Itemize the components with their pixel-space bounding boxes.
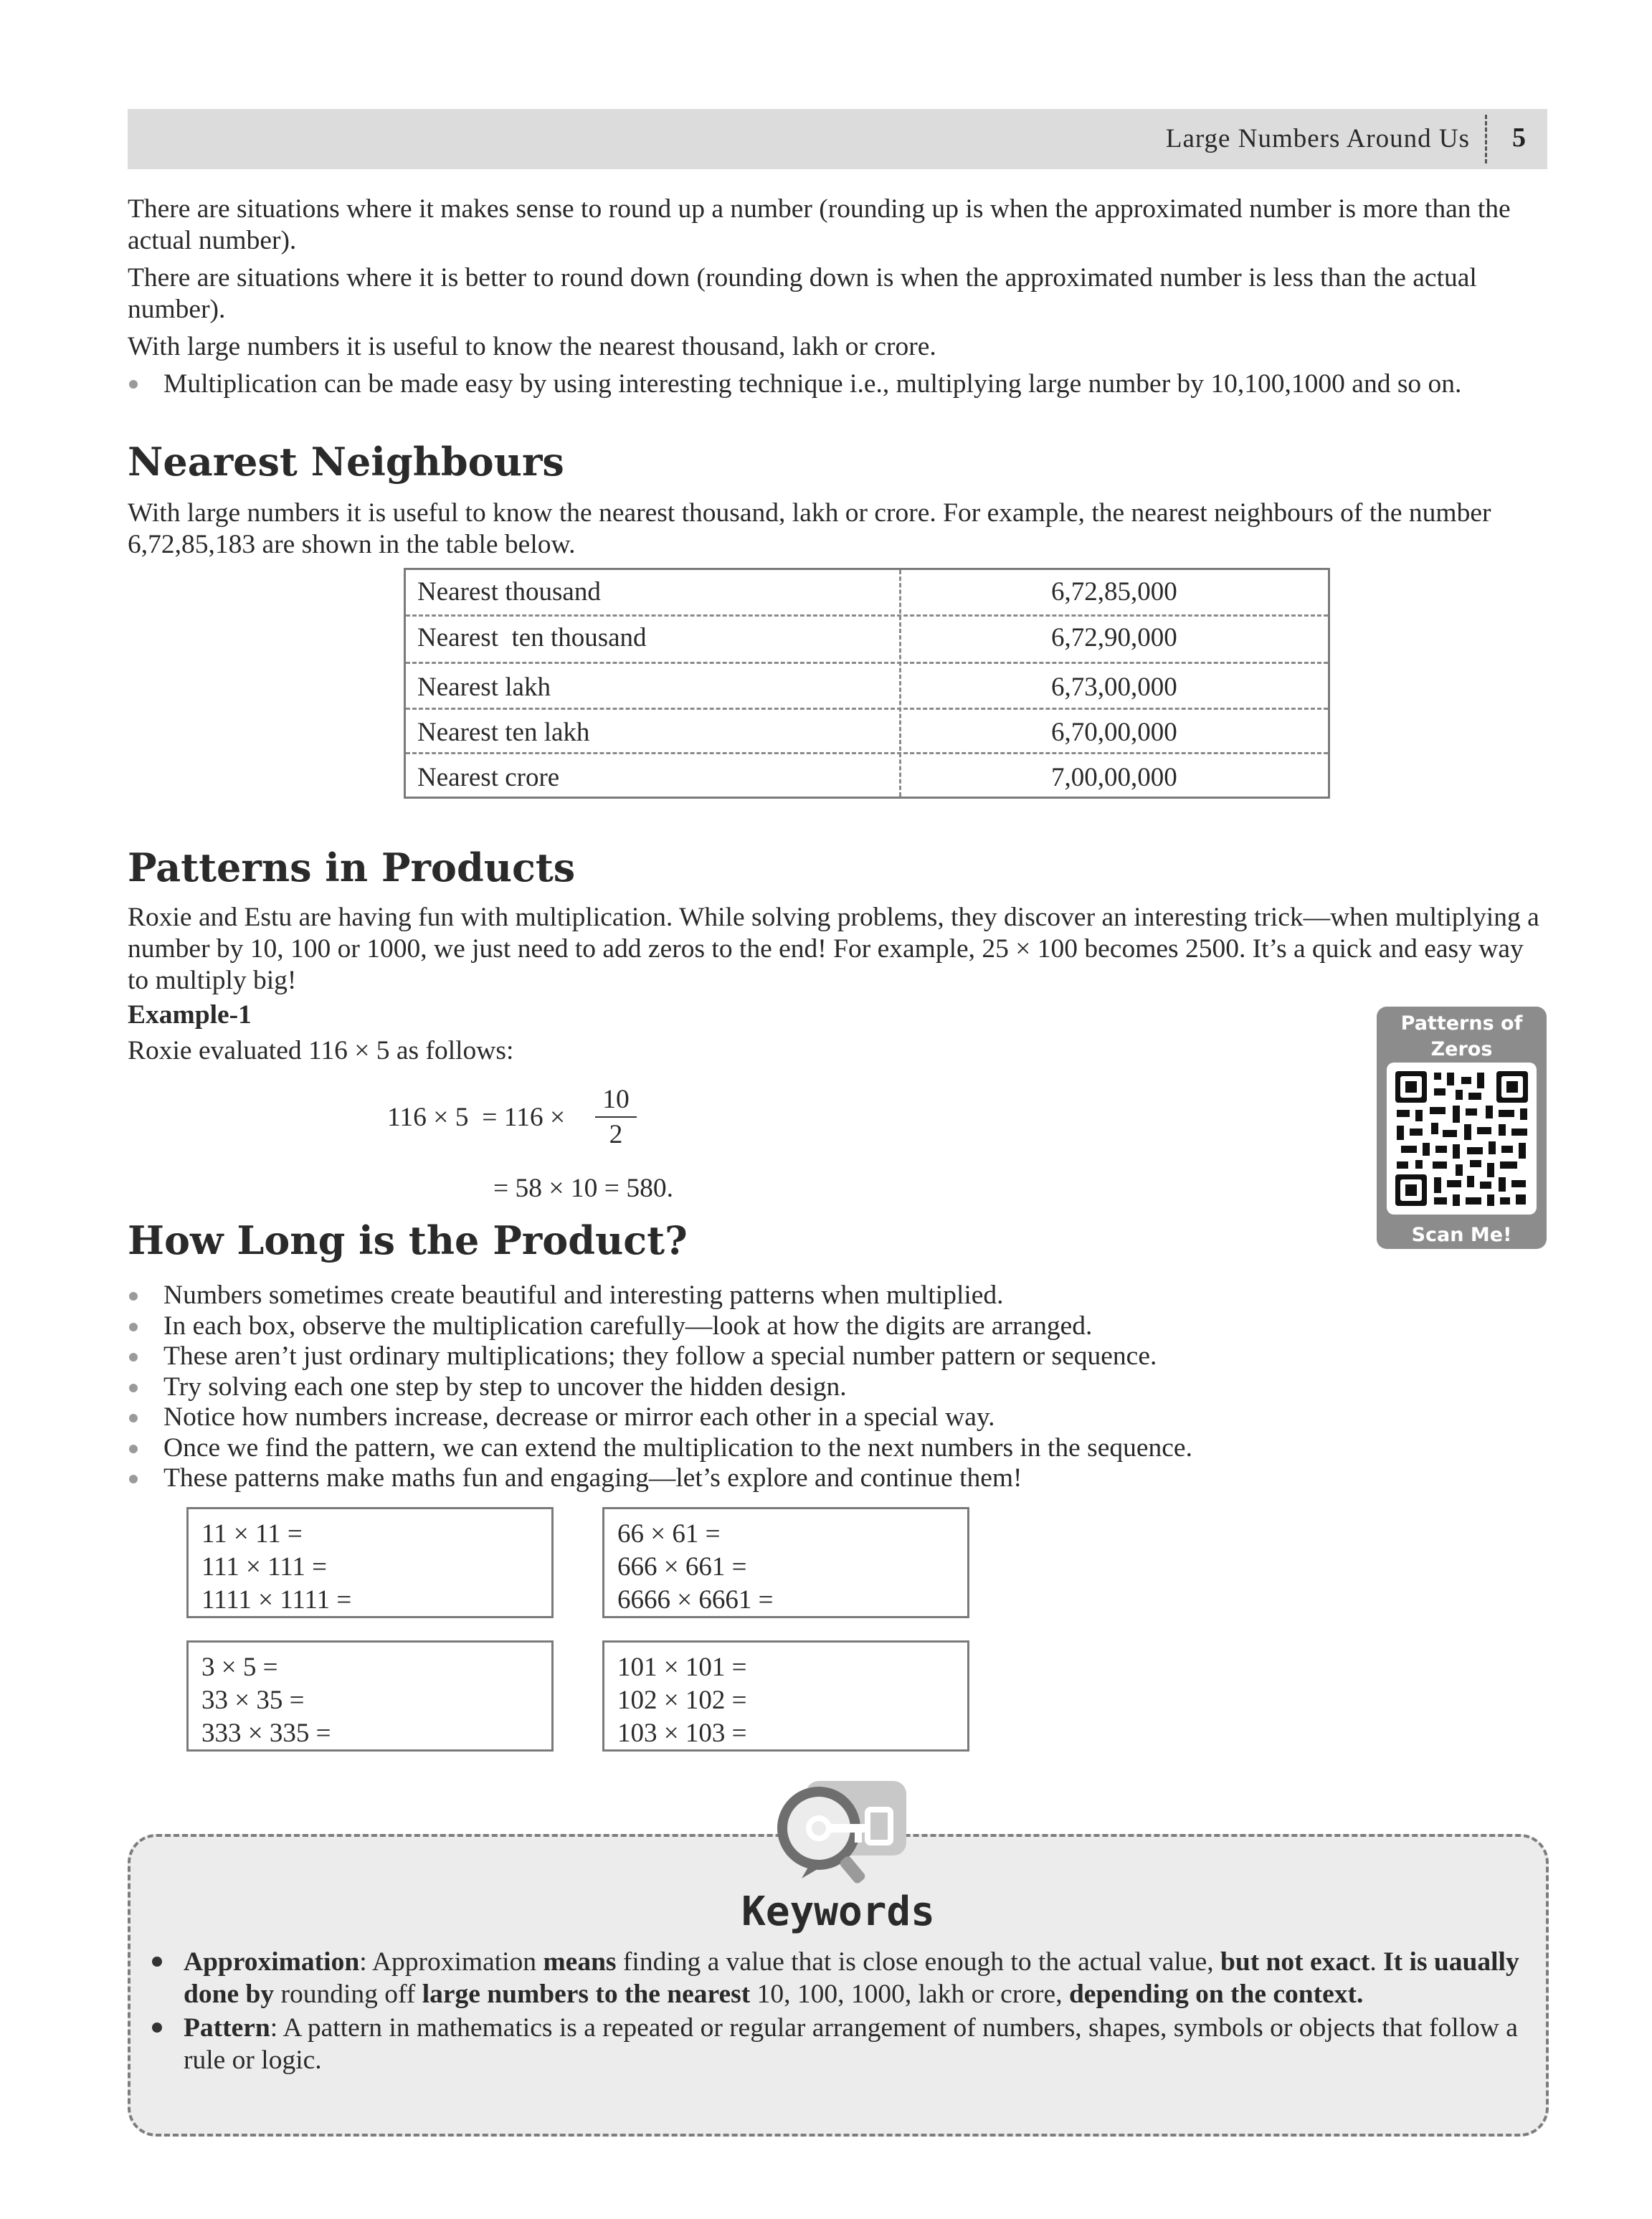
fraction-denominator: 2 — [609, 1120, 623, 1149]
bullet-text: Try solving each one step by step to uncover the hidden design. — [163, 1372, 847, 1402]
keyword-text: 10, 100, 1000, lakh or crore, — [750, 1980, 1069, 2009]
table-column-divider — [899, 570, 901, 797]
intro-paragraph-3: With large numbers it is useful to know the nearest thousand, lakh or crore. — [128, 332, 936, 361]
list-item — [128, 1433, 1551, 1464]
keyword-search-icon — [769, 1777, 909, 1891]
bullet-text: In each box, observe the multiplication carefully—look at how the digits are arranged. — [163, 1311, 1093, 1341]
fraction — [595, 1084, 637, 1150]
bullet-icon — [129, 380, 138, 389]
list-item — [142, 2012, 1529, 2076]
table-row-divider — [406, 614, 1328, 617]
bullet-text: Multiplication can be made easy by using interesting technique i.e., multiplying large number by 10,100,1000 and so on. — [163, 369, 1462, 399]
pattern-line: 6666 × 6661 = — [617, 1585, 774, 1615]
table-row-divider — [406, 708, 1328, 710]
bullet-icon — [152, 1957, 162, 1967]
bullet-icon — [129, 1353, 138, 1362]
list-item — [128, 1341, 1551, 1372]
pattern-line: 333 × 335 = — [201, 1719, 331, 1748]
example-label: Example-1 — [128, 1000, 252, 1030]
patterns-section — [128, 845, 1551, 1067]
pattern-box — [602, 1640, 969, 1752]
intro-paragraph-1: There are situations where it makes sense to round up a number (rounding up is when the approximated number is more than the actual number). — [128, 194, 1511, 255]
table-cell-label: Nearest crore — [417, 763, 560, 792]
pattern-line: 33 × 35 = — [201, 1686, 305, 1715]
pattern-line: 1111 × 1111 = — [201, 1585, 352, 1615]
table-cell-value: 6,72,85,000 — [1051, 577, 1177, 607]
keyword-text: : A pattern in mathematics is a repeated or regular arrangement of numbers, shapes, symbols or objects that follow a rule or logic. — [184, 2013, 1518, 2075]
page-number: 5 — [1512, 123, 1526, 153]
qr-code-background — [1387, 1063, 1537, 1215]
intro-bullets — [128, 369, 1551, 400]
pattern-line: 66 × 61 = — [617, 1519, 721, 1549]
how-long-section — [128, 1217, 1551, 1494]
bullet-icon — [129, 1323, 138, 1331]
list-item — [128, 1463, 1551, 1494]
section-heading: Patterns in Products — [128, 845, 576, 890]
intro-paragraph-2: There are situations where it is better to round down (rounding down is when the approximated number is less than the actual number). — [128, 263, 1477, 324]
fraction-bar — [595, 1116, 637, 1118]
table-row-divider — [406, 752, 1328, 754]
qr-title: Patterns of Zeros — [1400, 1012, 1523, 1060]
equation-line-1: 116 × 5 = 116 × — [387, 1103, 566, 1132]
pattern-line: 666 × 661 = — [617, 1552, 747, 1582]
bullet-icon — [129, 1384, 138, 1392]
section-heading: How Long is the Product? — [128, 1217, 688, 1263]
pattern-line: 11 × 11 = — [201, 1519, 303, 1549]
list-item — [128, 1311, 1551, 1342]
bullet-icon — [129, 1445, 138, 1453]
how-long-bullets — [128, 1280, 1551, 1494]
fraction-numerator: 10 — [602, 1085, 630, 1114]
keyword-emphasis: but not exact — [1220, 1947, 1370, 1977]
list-item — [142, 1946, 1529, 2010]
page-header — [128, 109, 1547, 169]
equation-line-2: = 58 × 10 = 580. — [493, 1174, 673, 1203]
bullet-icon — [129, 1414, 138, 1422]
list-item — [128, 1372, 1551, 1403]
pattern-line: 111 × 111 = — [201, 1552, 327, 1582]
section-heading: Nearest Neighbours — [128, 439, 564, 485]
example-intro: Roxie evaluated 116 × 5 as follows: — [128, 1036, 514, 1065]
keyword-text: . — [1369, 1947, 1384, 1977]
table-row-divider — [406, 662, 1328, 664]
keywords-title: Keywords — [741, 1888, 935, 1935]
keyword-text: rounding off — [274, 1980, 422, 2009]
pattern-box — [186, 1640, 554, 1752]
table-cell-label: Nearest ten thousand — [417, 623, 647, 652]
pattern-box — [602, 1507, 969, 1618]
pattern-line: 103 × 103 = — [617, 1719, 747, 1748]
qr-code-icon — [1387, 1063, 1537, 1215]
bullet-text: Once we find the pattern, we can extend the multiplication to the next numbers in the sequence. — [163, 1432, 1192, 1463]
bullet-text: Numbers sometimes create beautiful and interesting patterns when multiplied. — [163, 1280, 1004, 1310]
bullet-text: These patterns make maths fun and engaging—let’s explore and continue them! — [163, 1463, 1022, 1493]
table-cell-label: Nearest ten lakh — [417, 718, 590, 747]
nearest-paragraph: With large numbers it is useful to know the nearest thousand, lakh or crore. For example, the nearest neighbours of the number 6,72,85,183 are shown in the table below. — [128, 498, 1491, 559]
pattern-box — [186, 1507, 554, 1618]
nearest-neighbours-table — [404, 568, 1330, 799]
nearest-neighbours-section — [128, 439, 1551, 561]
pattern-line: 101 × 101 = — [617, 1653, 747, 1682]
keyword-emphasis: large numbers to the nearest — [422, 1980, 751, 2009]
bullet-icon — [129, 1475, 138, 1483]
keyword-text: : Approximation — [359, 1947, 543, 1977]
bullet-text: These aren’t just ordinary multiplications; they follow a special number pattern or sequence. — [163, 1341, 1157, 1371]
table-cell-value: 6,72,90,000 — [1051, 623, 1177, 652]
chapter-title: Large Numbers Around Us — [1165, 124, 1470, 153]
keyword-text: finding a value that is close enough to the actual value, — [616, 1947, 1220, 1977]
list-item — [128, 1402, 1551, 1433]
pattern-line: 102 × 102 = — [617, 1686, 747, 1715]
keyword-term: Pattern — [184, 2013, 270, 2043]
keyword-emphasis: It is uaually done by — [184, 1947, 1519, 2009]
keyword-emphasis: means — [543, 1947, 617, 1977]
keyword-term: Approximation — [184, 1947, 360, 1977]
table-cell-label: Nearest thousand — [417, 577, 601, 607]
table-cell-label: Nearest lakh — [417, 673, 551, 702]
bullet-icon — [152, 2023, 162, 2033]
bullet-icon — [129, 1292, 138, 1301]
intro-section — [128, 194, 1551, 400]
list-item — [128, 1280, 1551, 1311]
patterns-paragraph: Roxie and Estu are having fun with multiplication. While solving problems, they discover an interesting trick—when multiplying a number by 10, 100 or 1000, we just need to add zeros to the end! For example, 25 × 100 becomes 2500. It’s a quick and easy way to multiply big! — [128, 903, 1539, 995]
table-cell-value: 7,00,00,000 — [1051, 763, 1177, 792]
bullet-text: Notice how numbers increase, decrease or mirror each other in a special way. — [163, 1402, 995, 1432]
table-cell-value: 6,70,00,000 — [1051, 718, 1177, 747]
qr-code-card[interactable] — [1377, 1007, 1547, 1249]
keyword-emphasis: depending on the context. — [1068, 1980, 1364, 2009]
list-item — [128, 369, 1551, 400]
table-cell-value: 6,73,00,000 — [1051, 673, 1177, 702]
qr-scan-label: Scan Me! — [1411, 1224, 1512, 1246]
keywords-list — [142, 1946, 1529, 2076]
pattern-line: 3 × 5 = — [201, 1653, 278, 1682]
header-divider — [1485, 115, 1487, 163]
